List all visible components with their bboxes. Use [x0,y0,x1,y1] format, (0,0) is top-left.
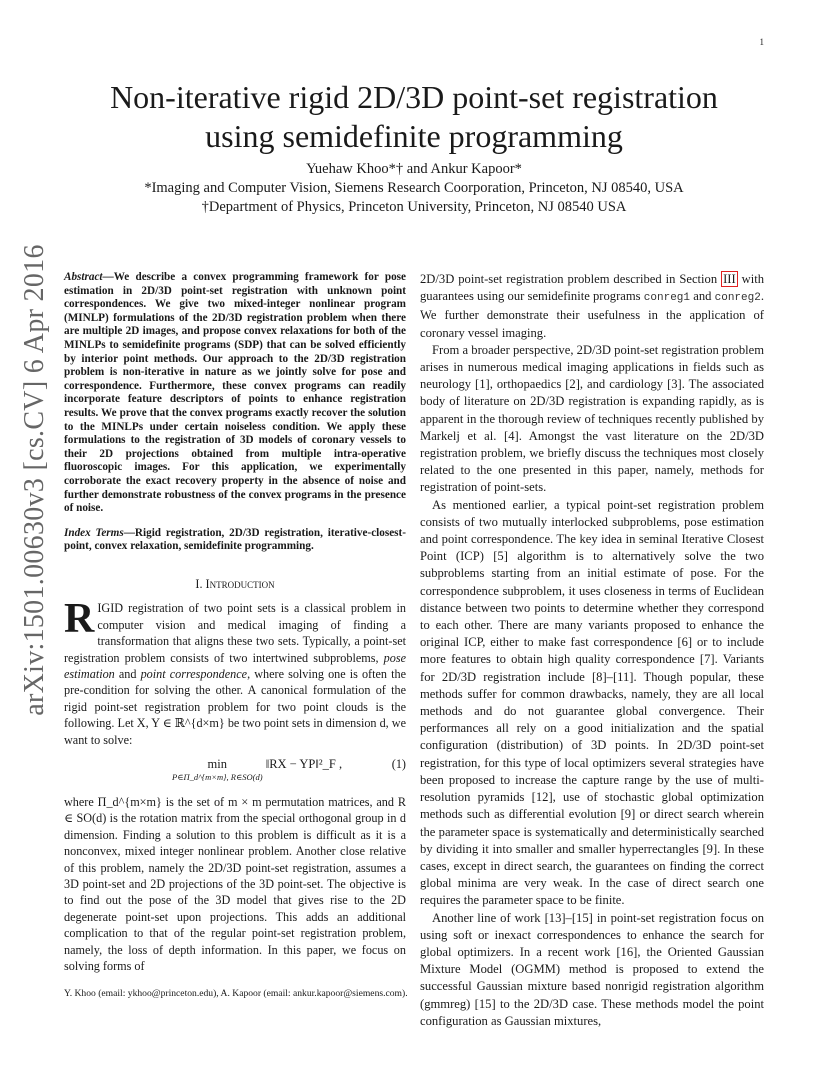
intro-text-a: IGID registration of two point sets is a classical problem in computer vision and medical imaging of finding a transformation that aligns these two sets. Typically, a point-set registration problem consists of two intertwined subproblems, [64,601,406,665]
footnote: Y. Khoo (email: ykhoo@princeton.edu), A. Kapoor (email: ankur.kapoor@siemens.com). [64,988,408,999]
equation-number: (1) [391,756,406,771]
right-paragraph-3: As mentioned earlier, a typical point-set registration problem consists of two mutually interlocked subproblems, pose estimation and point correspondence. The key idea in seminal Iterative Closest Point (ICP) [5] algorithm is to alternatively solve the two subproblems starting from an initial estimate of pose. For the correspondence subproblem, it uses closeness in terms of Euclidean distance between two points to determine whether they correspond to each other. There are many variants proposed to enhance the original ICP, either to make fast correspondence [6] or to include more features to obtain high quality correspondence [7]. Variants for 2D/3D registration include [8]–[11]. Though popular, these methods suffer for common drawbacks, namely, they are all local methods and do not guarantee global convergence. Their performances all rely on a good initialization and the spatial configuration (distribution) of 3D points. In 2D/3D point-set registration, for this type of local optimizers several strategies have been proposed to increase the capture range by the use of multi-resolution pyramids [12], use of stochastic global optimization methods such as differential evolution [9] or direct search wherein the parameter space is systematically and deterministically searched by dividing it into smaller and smaller hyperrectangles [9]. In these cases, except in direct search, the guarantees on finding the correct global minima are very weak. In the case of direct search one requires the parameter space to be finite. [420,497,764,908]
section-ref-link[interactable]: III [723,272,736,286]
right-paragraph-1 [420,271,764,342]
left-column [64,271,406,974]
index-terms [64,527,406,554]
equation-expression: ‖RX − YP‖²_F , [265,756,343,771]
right-paragraph-2: From a broader perspective, 2D/3D point-set registration problem arises in numerous medical imaging applications in fields such as neurology [1], orthopaedics [2], and cardiology [3]. The associated body of literature on 2D/3D registration is expanding rapidly, as is apparent in the thorough review of techniques recently published by Markelj et al. [4]. Amongst the vast literature on the 2D/3D registration problem, we briefly discuss the techniques most closely related to the one presented in this paper, namely, methods for registration of point-sets. [420,342,764,495]
abstract [64,271,406,516]
page-number: 1 [759,37,764,47]
intro-paragraph-1 [64,596,406,748]
index-terms-text: —Rigid registration, 2D/3D registration, iterative-closest-point, convex relaxation, semidefinite programming. [64,526,406,553]
right-p1-text-b: with guarantees using our semidefinite programs [420,272,764,304]
equation-min [172,756,263,782]
dropcap: R [64,596,95,643]
equation-min-op: min [207,756,227,771]
index-terms-label: Index Terms [64,526,124,539]
right-paragraph-4: Another line of work [13]–[15] in point-set registration focus on using soft or inexact correspondences to enhance the search for global optimizers. In a recent work [16], the Oriented Gaussian Mixture Model (OGMM) method is proposed to extend the successful Gaussian mixture based nonrigid registration algorithm (gmmreg) [15] to the 2D/3D case. These methods model the point configuration as Gaussian mixtures, [420,910,764,1028]
section-heading: I. Introduction [195,576,275,591]
paper-title [64,78,764,156]
abstract-label: Abstract [64,271,103,283]
right-p1-text-c: and [690,289,715,304]
equation-1 [64,754,406,786]
intro-text-b: and [114,666,141,681]
affiliation-1: *Imaging and Computer Vision, Siemens Research Coorporation, Princeton, NJ 08540, USA [144,180,684,196]
abstract-text: —We describe a convex programming framework for pose estimation in 2D/3D point-set registration with unknown point correspondences. We give two mixed-integer nonlinear program (MINLP) formulations of the 2D/3D registration problem when there are multiple 2D images, and propose convex relaxations for both of the MINLPs to semidefinite programs (SDP) that can be solved efficiently by interior point methods. Our approach to the 2D/3D registration problem is non-iterative in nature as we jointly solve for pose and correspondence. Furthermore, these convex programs can readily incorporate feature descriptors of points to enhance registration results. We prove that the convex programs exactly recover the solution to the MINLPs under certain noiseless condition. We apply these formulations to the registration of 3D models of coronary vessels to their 2D projections obtained from multiple intra-operative fluoroscopic images. For this application, we experimentally corroborate the exact recovery property in the absence of noise and further demonstrate robustness of the convex programs in the presence of noise. [64,271,406,515]
right-column [420,271,764,1030]
equation-body [172,756,342,782]
right-p1-text-d: . We further demonstrate their usefulness in the application of coronary vessel imaging. [420,289,764,340]
right-p1-text-a: 2D/3D point-set registration problem described in Section [420,272,722,286]
code-conreg1: conreg1 [643,292,691,305]
intro-emphasis-2: point correspondence [140,666,248,681]
intro-text-c: , where solving one is often the pre-condition for solving the other. A canonical formulation of the rigid point-set registration problem for two point clouds is the following. Let X, Y ∈ ℝ^{d×m} be two point sets in dimension d, we want to solve: [64,666,406,747]
title-line-1: Non-iterative rigid 2D/3D point-set registration [110,79,718,115]
arxiv-stamp [10,244,60,716]
arxiv-id: arXiv:1501.00630v3 [cs.CV] 6 Apr 2016 [19,244,50,716]
code-conreg2: conreg2 [714,292,761,305]
intro-emphasis-1: pose estimation [64,650,406,681]
authors: Yuehaw Khoo*† and Ankur Kapoor* [306,161,522,177]
intro-paragraph-2: where Π_d^{m×m} is the set of m × m permutation matrices, and R ∈ SO(d) is the rotation matrix from the special orthogonal group in d dimension. Finding a solution to this problem is difficult as it is a nonconvex, mixed integer nonlinear problem. Another close relative of this problem, namely the 2D/3D point-set registration, assumes a 3D point-set and 2D projections of the 3D point-set. The objective is to find out the pose of the 3D model that gives rise to the 2D degenerate point-set upon projections. This adds an additional complication to that of the regular point-set registration problem, namely, the loss of depth information. In this paper, we focus on solving forms of [64,794,406,973]
title-line-2: using semidefinite programming [205,118,623,154]
affiliation-2: †Department of Physics, Princeton University, Princeton, NJ 08540 USA [201,199,627,215]
equation-subscript: P∈Π_d^{m×m}, R∈SO(d) [172,772,263,783]
